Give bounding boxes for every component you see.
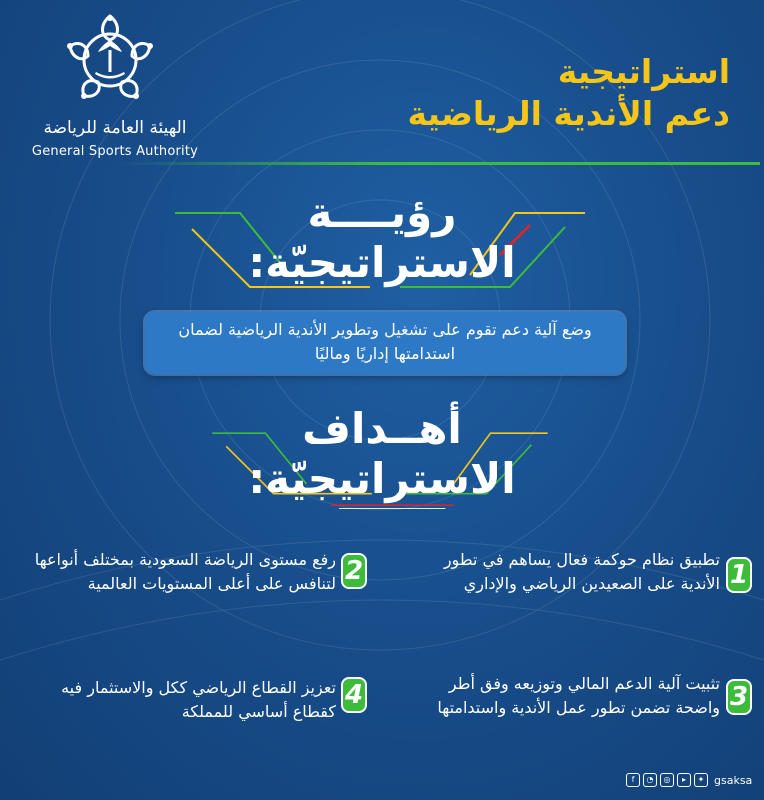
social-handle[interactable]: gsaksa — [714, 774, 753, 787]
vision-heading-line1: رؤيــــة — [307, 188, 457, 237]
snapchat-icon[interactable]: ◔ — [643, 773, 657, 787]
goal-number-badge: 3 — [729, 682, 749, 712]
goal-text: تثبيت آلية الدعم المالي وتوزيعه وفق أطر واضحة تضمن تطور عمل الأندية واستدامتها — [437, 674, 720, 717]
logo-english-name: General Sports Authority — [31, 144, 199, 159]
goals-heading-line2: الاستراتيجيّة: — [248, 454, 516, 503]
goal-text: تعزيز القطاع الرياضي ككل والاستثمار فيه كقطاع أساسي للمملكة — [61, 678, 336, 721]
facebook-icon[interactable]: f — [626, 773, 640, 787]
page-title-line2: دعم الأندية الرياضية — [407, 94, 730, 133]
goal-text: رفع مستوى الرياضة السعودية بمختلف أنواعها لتنافس على أعلى المستويات العالمية — [34, 550, 336, 593]
twitter-icon[interactable]: ✦ — [694, 773, 708, 787]
instagram-icon[interactable]: ◎ — [660, 773, 674, 787]
youtube-icon[interactable]: ▸ — [677, 773, 691, 787]
goal-text: تطبيق نظام حوكمة فعال يساهم في تطور الأندية على الصعيدين الرياضي والإداري — [443, 550, 720, 593]
vision-heading-line2: الاستراتيجيّة: — [248, 238, 516, 287]
goals-heading-line1: أهــداف — [302, 404, 462, 453]
goal-number-badge: 4 — [344, 680, 364, 710]
header-divider — [120, 162, 760, 166]
page-title-line1: استراتيجية — [557, 52, 730, 91]
goal-number-badge: 1 — [729, 560, 749, 590]
vision-statement-text: وضع آلية دعم تقوم على تشغيل وتطوير الأندية الرياضية لضمان استدامتها إداريًا وماليًا — [178, 320, 592, 363]
logo-arabic-name: الهيئة العامة للرياضة — [43, 118, 187, 138]
goal-number-badge: 2 — [344, 556, 364, 586]
palm-swords-flower-emblem-icon — [62, 10, 158, 106]
